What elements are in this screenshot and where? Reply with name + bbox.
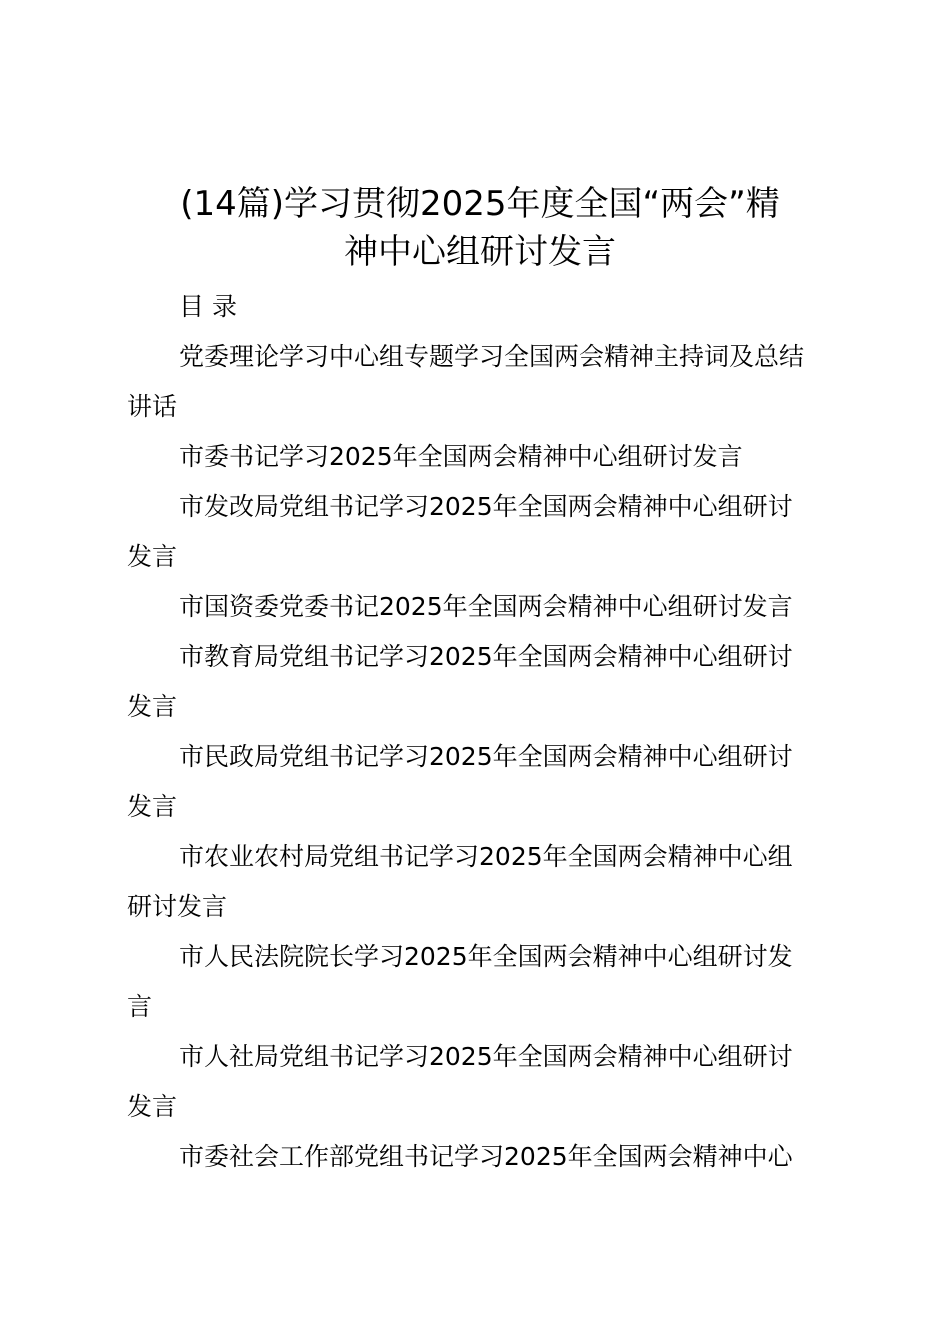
title-line-1: (14篇)学习贯彻2025年度全国“两会”精 xyxy=(180,184,780,224)
toc-item-text: 市农业农村局党组书记学习2025年全国两会精神中心组 xyxy=(179,842,793,871)
toc-item-text: 党委理论学习中心组专题学习全国两会精神主持词及总结 xyxy=(179,342,805,371)
toc-item-text-continued: 发言 xyxy=(127,692,178,721)
toc-item[interactable] xyxy=(127,832,837,932)
toc-item[interactable] xyxy=(127,1132,837,1182)
toc-item-text-continued: 言 xyxy=(127,992,153,1021)
toc-item-text: 市教育局党组书记学习2025年全国两会精神中心组研讨 xyxy=(179,642,793,671)
toc-item-text: 市民政局党组书记学习2025年全国两会精神中心组研讨 xyxy=(179,742,793,771)
toc-item-text: 市委书记学习2025年全国两会精神中心组研讨发言 xyxy=(179,442,743,471)
document-title xyxy=(120,180,840,276)
toc-item-text: 市人民法院院长学习2025年全国两会精神中心组研讨发 xyxy=(179,942,793,971)
toc-item-text-continued: 讲话 xyxy=(127,392,178,421)
toc-item[interactable] xyxy=(127,932,837,1032)
toc-item-text-continued: 发言 xyxy=(127,542,178,571)
toc-item[interactable] xyxy=(127,632,837,732)
toc-item[interactable] xyxy=(127,332,837,432)
toc-item[interactable] xyxy=(127,482,837,582)
toc-item[interactable] xyxy=(127,432,837,482)
toc-heading: 目 录 xyxy=(179,292,237,321)
title-line-2: 神中心组研讨发言 xyxy=(344,232,616,272)
toc-item-text-continued: 发言 xyxy=(127,1092,178,1121)
toc-item-text: 市发改局党组书记学习2025年全国两会精神中心组研讨 xyxy=(179,492,793,521)
table-of-contents xyxy=(127,282,837,1182)
toc-item-text: 市人社局党组书记学习2025年全国两会精神中心组研讨 xyxy=(179,1042,793,1071)
toc-item-text-continued: 发言 xyxy=(127,792,178,821)
toc-item[interactable] xyxy=(127,582,837,632)
toc-item[interactable] xyxy=(127,1032,837,1132)
toc-item-text: 市委社会工作部党组书记学习2025年全国两会精神中心 xyxy=(179,1142,793,1171)
toc-item-text: 市国资委党委书记2025年全国两会精神中心组研讨发言 xyxy=(179,592,793,621)
toc-item[interactable] xyxy=(127,732,837,832)
toc-item-text-continued: 研讨发言 xyxy=(127,892,228,921)
toc-list xyxy=(127,332,837,1182)
